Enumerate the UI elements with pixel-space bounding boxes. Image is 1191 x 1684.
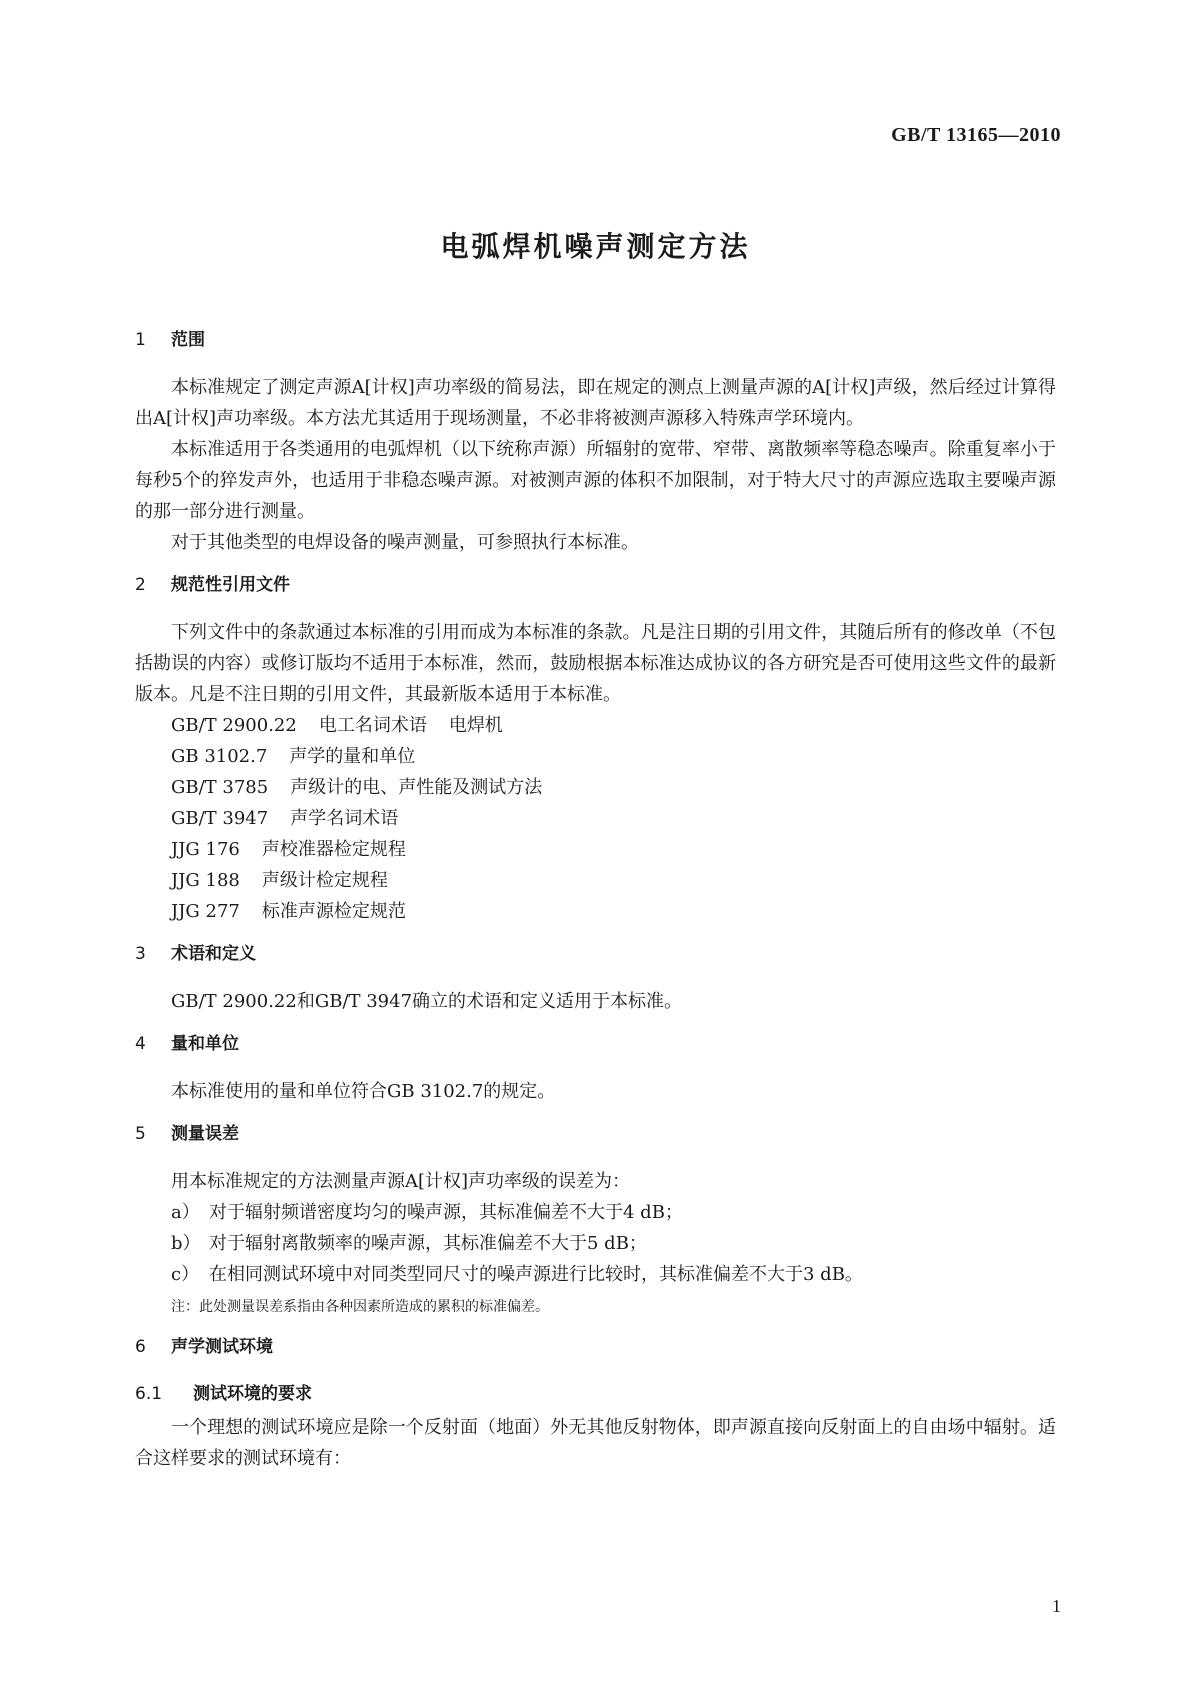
section-title: 量和单位 [171, 1034, 239, 1054]
list-item [135, 1259, 1056, 1290]
section-title: 范围 [171, 330, 205, 350]
section-title: 规范性引用文件 [171, 575, 290, 595]
reference-title: 电工名词术语 [318, 715, 427, 736]
section-title: 声学测试环境 [171, 1337, 273, 1357]
section-number: 3 [135, 944, 146, 964]
reference-code: GB/T 2900.22 [171, 715, 297, 736]
paragraph: 本标准规定了测定声源A[计权]声功率级的简易法，即在规定的测点上测量声源的A[计权]声级，然后经过计算得出A[计权]声功率级。本方法尤其适用于现场测量，不必非将被测声源移入特殊声学环境内。 [135, 377, 1056, 429]
page-number: 1 [1052, 1596, 1061, 1616]
section-number: 1 [135, 330, 146, 350]
reference-item [135, 741, 1056, 772]
paragraph: 用本标准规定的方法测量声源A[计权]声功率级的误差为： [171, 1171, 631, 1192]
reference-title: 标准声源检定规范 [261, 901, 406, 922]
reference-item [135, 834, 1056, 865]
note: 注：此处测量误差系指由各种因素所造成的累积的标准偏差。 [171, 1299, 549, 1315]
subsection-6-1-heading [135, 1379, 1056, 1410]
reference-code: JJG 176 [171, 839, 240, 860]
reference-item [135, 710, 1056, 741]
paragraph: GB/T 2900.22和GB/T 3947确立的术语和定义适用于本标准。 [171, 991, 683, 1012]
reference-code: GB/T 3785 [171, 777, 269, 798]
section-number: 2 [135, 575, 146, 595]
reference-code: GB 3102.7 [171, 746, 268, 767]
list-item [135, 1228, 1056, 1259]
section-number: 6 [135, 1337, 146, 1357]
list-marker: b） [171, 1233, 201, 1254]
reference-title: 声校准器检定规程 [261, 839, 406, 860]
document-body [135, 325, 1056, 1474]
section-title: 测量误差 [171, 1124, 239, 1144]
reference-subtitle: 电焊机 [448, 715, 503, 736]
reference-code: JJG 277 [171, 901, 240, 922]
reference-item [135, 803, 1056, 834]
reference-title: 声学的量和单位 [289, 746, 416, 767]
reference-code: JJG 188 [171, 870, 240, 891]
section-title: 术语和定义 [171, 944, 256, 964]
section-number: 5 [135, 1124, 146, 1144]
paragraph: 对于其他类型的电焊设备的噪声测量，可参照执行本标准。 [171, 532, 639, 553]
list-item [135, 1197, 1056, 1228]
list-marker: c） [171, 1264, 200, 1285]
subsection-number: 6.1 [135, 1384, 163, 1404]
paragraph: 下列文件中的条款通过本标准的引用而成为本标准的条款。凡是注日期的引用文件，其随后所有的修改单（不包括勘误的内容）或修订版均不适用于本标准，然而，鼓励根据本标准达成协议的各方研究是否可使用这些文件的最新版本。凡是不注日期的引用文件，其最新版本适用于本标准。 [135, 622, 1056, 705]
paragraph: 本标准适用于各类通用的电弧焊机（以下统称声源）所辐射的宽带、窄带、离散频率等稳态噪声。除重复率小于每秒5个的猝发声外，也适用于非稳态噪声源。对被测声源的体积不加限制，对于特大尺寸的声源应选取主要噪声源的那一部分进行测量。 [135, 439, 1056, 522]
reference-item [135, 772, 1056, 803]
list-item-text: 对于辐射频谱密度均匀的噪声源，其标准偏差不大于4 dB； [209, 1202, 683, 1223]
standard-code: GB/T 13165—2010 [891, 124, 1061, 146]
list-item-text: 在相同测试环境中对同类型同尺寸的噪声源进行比较时，其标准偏差不大于3 dB。 [209, 1264, 863, 1285]
list-marker: a） [171, 1202, 200, 1223]
section-1-heading [135, 325, 1056, 356]
reference-title: 声级计的电、声性能及测试方法 [290, 777, 543, 798]
document-title: 电弧焊机噪声测定方法 [440, 230, 751, 263]
section-4-heading [135, 1029, 1056, 1060]
section-5-heading [135, 1119, 1056, 1150]
section-3-heading [135, 939, 1056, 970]
paragraph: 本标准使用的量和单位符合GB 3102.7的规定。 [171, 1081, 556, 1102]
reference-title: 声学名词术语 [290, 808, 399, 829]
subsection-title: 测试环境的要求 [193, 1384, 312, 1404]
section-number: 4 [135, 1034, 146, 1054]
section-2-heading [135, 570, 1056, 601]
reference-code: GB/T 3947 [171, 808, 269, 829]
section-6-heading [135, 1332, 1056, 1363]
list-item-text: 对于辐射离散频率的噪声源，其标准偏差不大于5 dB； [209, 1233, 647, 1254]
paragraph: 一个理想的测试环境应是除一个反射面（地面）外无其他反射物体，即声源直接向反射面上的自由场中辐射。适合这样要求的测试环境有： [135, 1417, 1056, 1469]
reference-item [135, 896, 1056, 927]
reference-title: 声级计检定规程 [261, 870, 388, 891]
reference-item [135, 865, 1056, 896]
